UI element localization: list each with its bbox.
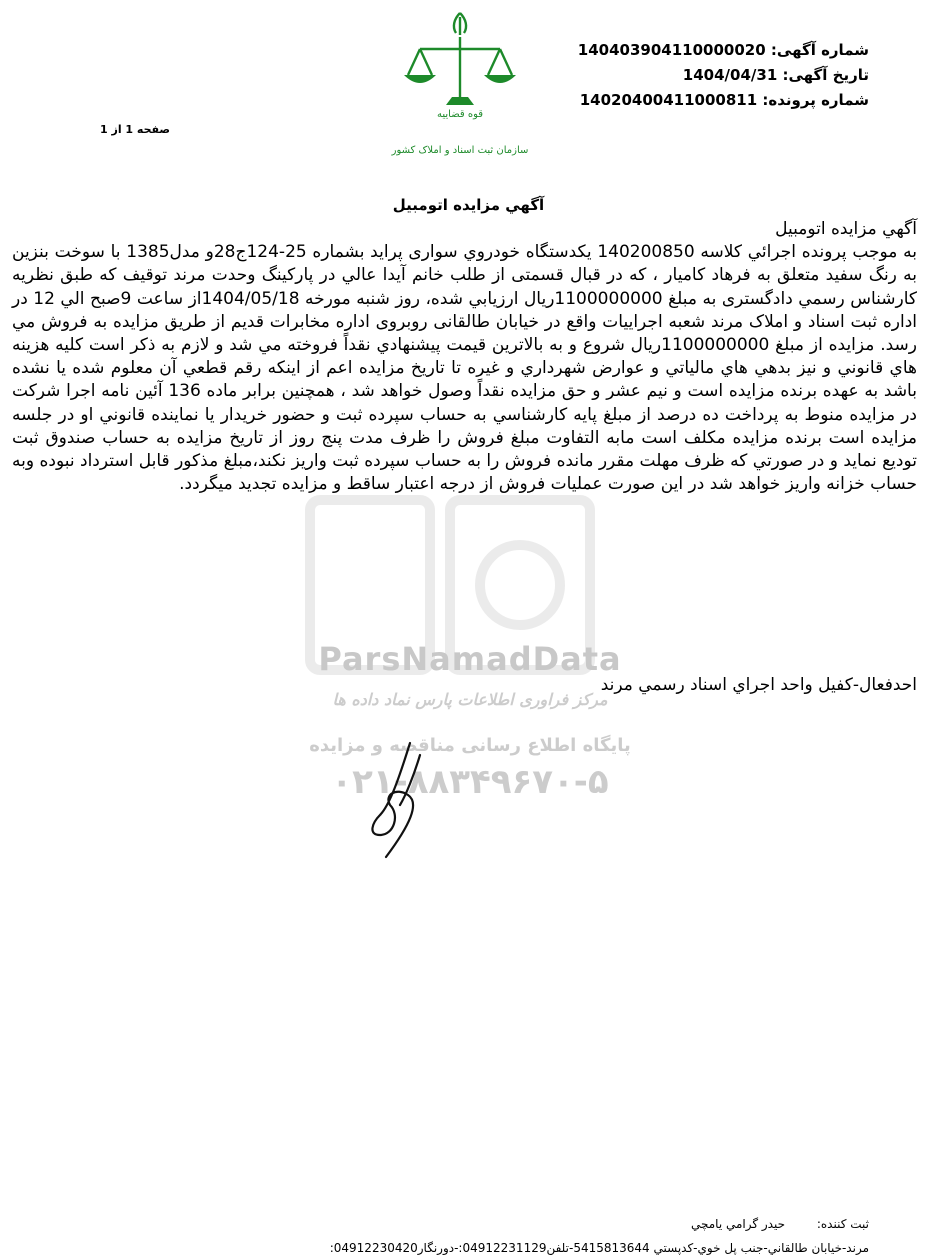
- signer-name: احدفعال-كفيل واحد اجراي اسناد رسمي مرند: [600, 675, 917, 695]
- notice-date-row: [539, 63, 869, 88]
- watermark-phone: ۰۲۱-۸۸۳۴۹۶۷۰-۵: [331, 762, 609, 802]
- notice-date: 1404/04/31: [682, 66, 778, 84]
- registrar-row: [49, 1212, 869, 1236]
- notice-number-row: [539, 38, 869, 63]
- notice-date-label: تاریخ آگهی:: [782, 66, 869, 84]
- watermark-line-2: پایگاه اطلاع رسانی مناقصه و مزایده: [309, 735, 631, 756]
- document-title: آگهي مزايده اتومبيل: [392, 196, 545, 214]
- page-number: صفحه 1 از 1: [100, 123, 171, 136]
- file-number-row: [539, 88, 869, 113]
- handwritten-signature: [350, 735, 460, 865]
- document-body: [12, 218, 917, 496]
- body-paragraph: به موجب پرونده اجرائي كلاسه 140200850 يكدستگاه خودروي سواری پرايد بشماره 25-124ج28و مدل1385 با سوخت بنزين به رنگ سفيد متعلق به فرهاد كامیار ، که در قبال قسمتی از طلب خانم آیدا عالي در پاركينگ وحدت مرند توقیف که طبق نظریه كارشناس رسمي دادگستری به مبلغ 1100000000ريال ارزيابي شده، روز شنبه مورخه 1404/05/18از ساعت 9صبح الي 12 در اداره ثبت اسناد و املاک مرند شعبه اجراييات واقع در خيابان طالقانی روبروی اداره مخابرات قديم از طريق مزايده به فروش مي رسد. مزايده از مبلغ 1100000000ريال شروع و به بالاترين قيمت پيشنهادي نقداً فروخته مي شد و لازم به ذكر است كليه هزينه هاي قانوني و نيز بدهي هاي مالياتي و عوارض شهرداري و غيره تا تاريخ مزايده اعم از اينكه رقم قطعي آن معلوم شده يا نشده باشد به عهده برنده مزايده است و نيم عشر و حق مزايده نقداً وصول خواهد شد ، همچنين برابر ماده 136 آئین نامه اجرا شرکت در مزایده منوط به پرداخت ده درصد از مبلغ پايه كارشناسي به حساب سپرده ثبت و حضور خريدار يا نماينده قانوني او در جلسه مزايده است برنده مزايده مكلف است مابه التفاوت مبلغ فروش را ظرف مدت پنج روز از تاريخ مزايده به حساب صندوق ثبت توديع نمايد و در صورتي كه ظرف مهلت مقرر مانده فروش را به حساب سپرده ثبت واريز نكند،مبلغ مذكور قابل استرداد نبوده وبه حساب خزانه واريز خواهد شد در اين صورت عمليات فروش از درجه اعتبار ساقط و مزايده تجديد ميگردد.: [12, 242, 917, 495]
- registrar-name: حيدر گرامي يامچي: [690, 1217, 786, 1231]
- registrar-label: ثبت كننده:: [816, 1217, 869, 1231]
- watermark-line-1: مرکز فراوری اطلاعات پارس نماد داده ها: [332, 690, 608, 709]
- emblem-text-top: قوه قضاييه: [436, 109, 484, 120]
- document-footer: [49, 1212, 869, 1260]
- address-row: مرند-خيابان طالقاني-جنب پل خوي-كدپستي 5415813644-تلفن04912231129:-دورنگار04912230420:: [329, 1241, 869, 1255]
- emblem-text-bottom: سازمان ثبت اسناد و املاک کشور: [391, 145, 529, 156]
- watermark-brand: ParsNamadData: [318, 640, 622, 678]
- body-intro-line: آگهي مزايده اتومبيل: [775, 219, 917, 239]
- judiciary-emblem-logo: [380, 5, 540, 165]
- notice-header-fields: [539, 38, 869, 113]
- file-number: 14020400411000811: [579, 91, 758, 109]
- file-number-label: شماره پرونده:: [762, 91, 869, 109]
- notice-number-label: شماره آگهی:: [770, 41, 869, 59]
- notice-number: 140403904110000020: [577, 41, 766, 59]
